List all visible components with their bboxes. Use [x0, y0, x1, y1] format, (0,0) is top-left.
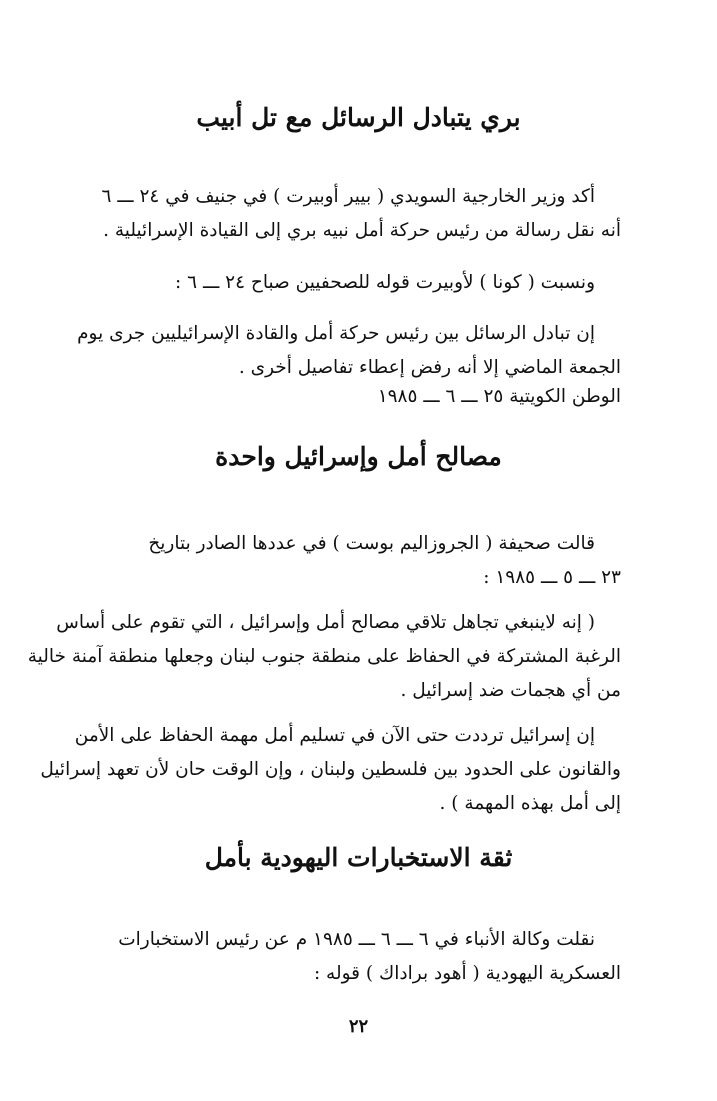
- page-number: ٢٢: [348, 1016, 369, 1037]
- paragraph-line: ( إنه لاينبغي تجاهل تلاقي مصالح أمل وإسرائيل ، التي تقوم على أساس: [56, 612, 595, 633]
- paragraph-line: إلى أمل بهذه المهمة ) .: [439, 793, 621, 814]
- paragraph-line: قالت صحيفة ( الجروزاليم بوست ) في عددها الصادر بتاريخ: [148, 533, 595, 554]
- paragraph-line: العسكرية اليهودية ( أهود براداك ) قوله :: [313, 963, 621, 984]
- paragraph: [58, 923, 621, 991]
- source-citation: الوطن الكويتية ٢٥ ـــ ٦ ـــ ١٩٨٥: [377, 386, 621, 407]
- paragraph: [27, 606, 621, 708]
- paragraph-line: الجمعة الماضي إلا أنه رفض إعطاء تفاصيل أخرى .: [238, 357, 621, 378]
- paragraph-line: إن إسرائيل ترددت حتى الآن في تسليم أمل مهمة الحفاظ على الأمن: [74, 725, 595, 746]
- section-heading: بري يتبادل الرسائل مع تل أبيب: [196, 103, 521, 132]
- paragraph-line: إن تبادل الرسائل بين رئيس حركة أمل والقادة الإسرائيليين جرى يوم: [77, 323, 595, 344]
- paragraph: [58, 317, 621, 385]
- paragraph: [58, 527, 621, 595]
- section-heading: ثقة الاستخبارات اليهودية بأمل: [204, 843, 513, 872]
- paragraph: [58, 180, 621, 248]
- paragraph-line: والقانون على الحدود بين فلسطين ولبنان ، وإن الوقت حان لأن تعهد إسرائيل: [40, 759, 621, 780]
- paragraph-line: الرغبة المشتركة في الحفاظ على منطقة جنوب لبنان وجعلها منطقة آمنة خالية: [27, 646, 621, 667]
- paragraph-line: ٢٣ ـــ ٥ ـــ ١٩٨٥ :: [483, 567, 621, 588]
- paragraph-line: نقلت وكالة الأنباء في ٦ ـــ ٦ ـــ ١٩٨٥ م عن رئيس الاستخبارات: [118, 929, 595, 950]
- paragraph-line: من أي هجمات ضد إسرائيل .: [400, 680, 621, 701]
- paragraph: [58, 266, 621, 300]
- paragraph-line: ونسبت ( كونا ) لأوبيرت قوله للصحفيين صباح ٢٤ ـــ ٦ :: [175, 272, 595, 293]
- paragraph-line: أكد وزير الخارجية السويدي ( بيير أوبيرت ) في جنيف في ٢٤ ـــ ٦: [101, 186, 595, 207]
- paragraph-line: أنه نقل رسالة من رئيس حركة أمل نبيه بري إلى القيادة الإسرائيلية .: [103, 220, 621, 241]
- paragraph: [40, 719, 621, 821]
- section-heading: مصالح أمل وإسرائيل واحدة: [215, 442, 502, 471]
